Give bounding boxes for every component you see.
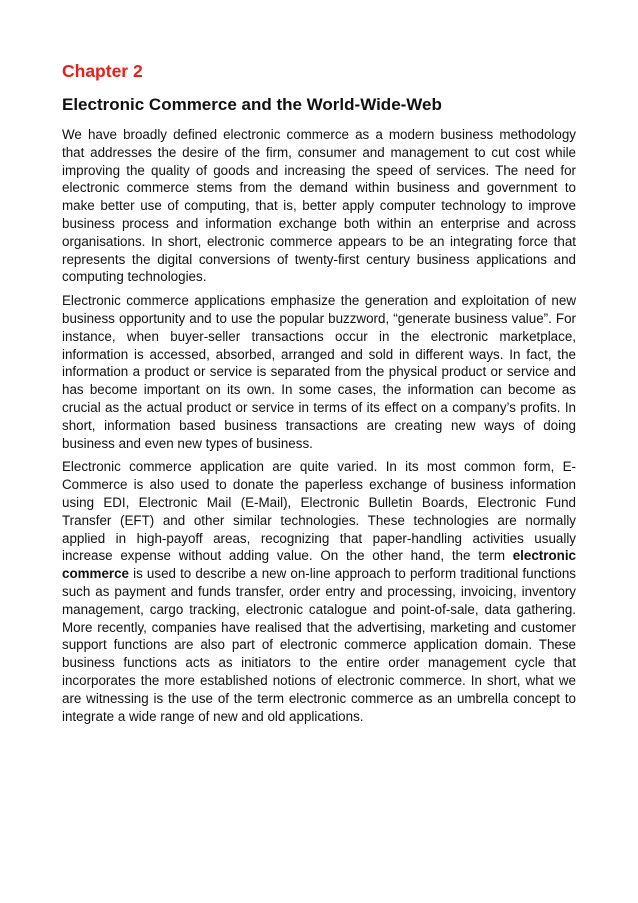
chapter-number: Chapter 2 bbox=[62, 61, 143, 81]
paragraph-3 bbox=[62, 458, 576, 725]
paragraph-2: Electronic commerce applications emphasize the generation and exploitation of new business opportunity and to use the popular buzzword, “generate business value”. For instance, when buyer-seller transactions occur in the electronic marketplace, information is accessed, absorbed, arranged and sold in different ways. In fact, the information a product or service is separated from the physical product or service and has become important on its own. In some cases, the information can become as crucial as the actual product or service in terms of its effect on a company’s profits. In short, information based business transactions are creating new ways of doing business and even new types of business. bbox=[62, 293, 576, 451]
paragraph-3-text-end: is used to describe a new on-line approach to perform traditional functions such as payment and funds transfer, order entry and processing, invoicing, inventory management, cargo tracking, electronic catalogue and point-of-sale, data gathering. More recently, companies have realised that the advertising, marketing and customer support functions are also part of electronic commerce application domain. These business functions acts as initiators to the entire order management cycle that incorporates the more established notions of electronic commerce. In short, what we are witnessing is the use of the term electronic commerce as an umbrella concept to integrate a wide range of new and old applications. bbox=[62, 566, 576, 724]
paragraph-3-text-start: Electronic commerce application are quite varied. In its most common form, E-Commerce is also used to donate the paperless exchange of business information using EDI, Electronic Mail (E-Mail), Electronic Bulletin Boards, Electronic Fund Transfer (EFT) and other similar technologies. These technologies are normally applied in high-payoff areas, recognizing that paper-handling activities usually increase expense without adding value. On the other hand, the term bbox=[62, 459, 576, 564]
document-page bbox=[62, 60, 576, 725]
bold-term-electronic-commerce: electronic commerce bbox=[62, 548, 576, 582]
chapter-title: Electronic Commerce and the World-Wide-Web bbox=[62, 95, 442, 114]
paragraph-1: We have broadly defined electronic commerce as a modern business methodology that addresses the desire of the firm, consumer and management to cut cost while improving the quality of goods and increasing the speed of services. The need for electronic commerce stems from the demand within business and government to make better use of computing, that is, better apply computer technology to improve business process and information exchange both within an enterprise and across organisations. In short, electronic commerce appears to be an integrating force that represents the digital conversions of twenty-first century business applications and computing technologies. bbox=[62, 127, 576, 285]
